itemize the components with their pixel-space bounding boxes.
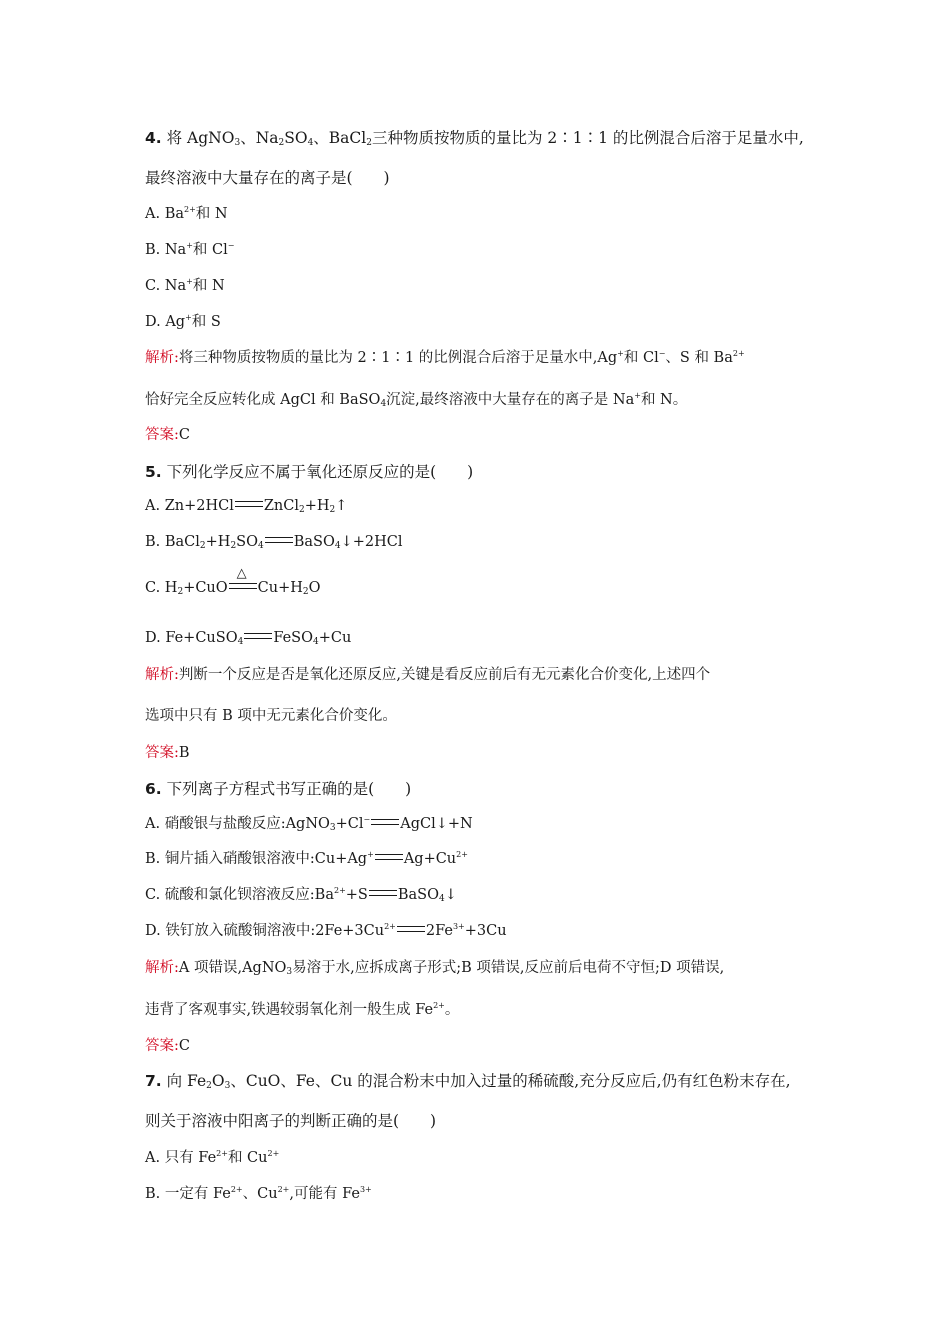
equals-sign <box>369 890 397 896</box>
q6-analysis-line2: 违背了客观事实,铁遇较弱氧化剂一般生成 $Fe^{2+}$。 <box>145 1001 460 1018</box>
q7-option-b: B. 一定有 $Fe^{2+}$、$Cu^{2+}$,可能有 $Fe^{3+}$ <box>145 1185 372 1202</box>
equals-sign <box>244 633 272 639</box>
equals-sign <box>235 501 263 507</box>
q6-answer: 答案:C <box>145 1038 190 1054</box>
equals-sign <box>397 926 425 932</box>
analysis-label: 解析: <box>145 667 179 683</box>
equals-sign <box>265 537 293 543</box>
q5-number: 5. <box>145 463 162 481</box>
answer-label: 答案: <box>145 745 179 761</box>
q4-stem-line1: 4. 将 AgNO$_3$、$Na_2SO_4$、BaCl$_2$三种物质按物质的量比为 2∶1∶1 的比例混合后溶于足量水中, <box>145 129 804 148</box>
q5-option-d: D. Fe+CuSO$_4$ FeSO$_4$+Cu <box>145 630 352 647</box>
q5-analysis-line2: 选项中只有 B 项中无元素化合价变化。 <box>145 708 397 724</box>
q6-stem: 6. 下列离子方程式书写正确的是( ) <box>145 780 412 798</box>
answer-label: 答案: <box>145 1038 179 1054</box>
q5-stem: 5. 下列化学反应不属于氧化还原反应的是( ) <box>145 463 474 481</box>
q6-number: 6. <box>145 780 162 798</box>
answer-label: 答案: <box>145 427 179 443</box>
q5-option-a: A. Zn+2HCl $ZnCl_2+H_2↑$ <box>145 498 348 515</box>
q7-stem-line2: 则关于溶液中阳离子的判断正确的是( ) <box>145 1112 437 1130</box>
heat-triangle-icon: △ <box>236 566 247 581</box>
equals-sign <box>375 854 403 860</box>
equals-sign-heat <box>229 566 257 589</box>
q4-analysis-line2: 恰好完全反应转化成 AgCl 和 BaSO$_4$沉淀,最终溶液中大量存在的离子是 Na+和 N。 <box>145 391 688 409</box>
q7-option-a: A. 只有 $Fe^{2+}$和 $Cu^{2+}$ <box>145 1149 280 1166</box>
q4-option-a: A. $Ba^{2+}$和 N <box>145 205 228 222</box>
q4-number: 4. <box>145 129 162 147</box>
analysis-label: 解析: <box>145 960 179 976</box>
q4-analysis-line1: 解析:将三种物质按物质的量比为 2∶1∶1 的比例混合后溶于足量水中,Ag+和 Cl−、S 和 $Ba^{2+}$ <box>145 349 745 366</box>
q7-stem-line1: 7. 向 $Fe_2O_3$、CuO、Fe、Cu 的混合粉末中加入过量的稀硫酸,充分反应后,仍有红色粉末存在, <box>145 1072 791 1091</box>
q7-number: 7. <box>145 1072 162 1090</box>
q4-option-c: C. Na+和 N <box>145 277 225 294</box>
equals-sign <box>371 819 399 825</box>
q6-option-a: A. 硝酸银与盐酸反应:AgNO$_3$+Cl− AgCl↓+N <box>145 815 473 833</box>
q6-option-b: B. 铜片插入硝酸银溶液中:Cu+Ag+ $Ag+Cu^{2+}$ <box>145 850 468 867</box>
q5-analysis-line1: 解析:判断一个反应是否是氧化还原反应,关键是看反应前后有无元素化合价变化,上述四个 <box>145 667 711 683</box>
q4-option-d: D. Ag+和 S <box>145 313 221 330</box>
q4-answer: 答案:C <box>145 427 190 443</box>
analysis-label: 解析: <box>145 350 179 366</box>
q6-option-c: C. 硫酸和氯化钡溶液反应$:Ba^{2+}+S$ BaSO$_4$↓ <box>145 886 457 904</box>
q6-analysis-line1: 解析:A 项错误,AgNO$_3$易溶于水,应拆成离子形式;B 项错误,反应前后电荷不守恒;D 项错误, <box>145 960 725 977</box>
q4-option-b: B. Na+和 Cl− <box>145 241 235 258</box>
q6-option-d: D. 铁钉放入硫酸铜溶液中$:2Fe+3Cu^{2+}$ $2Fe^{3+}+3Cu$ <box>145 922 507 939</box>
q4-stem-line2: 最终溶液中大量存在的离子是( ) <box>145 169 390 187</box>
q5-option-c: C. $H_2+CuO$ △ $Cu+H_2O$ <box>145 566 321 597</box>
q5-answer: 答案:B <box>145 745 190 761</box>
q5-option-b: B. $BaCl_2+H_2SO_4$ BaSO$_4$↓+2HCl <box>145 534 403 551</box>
